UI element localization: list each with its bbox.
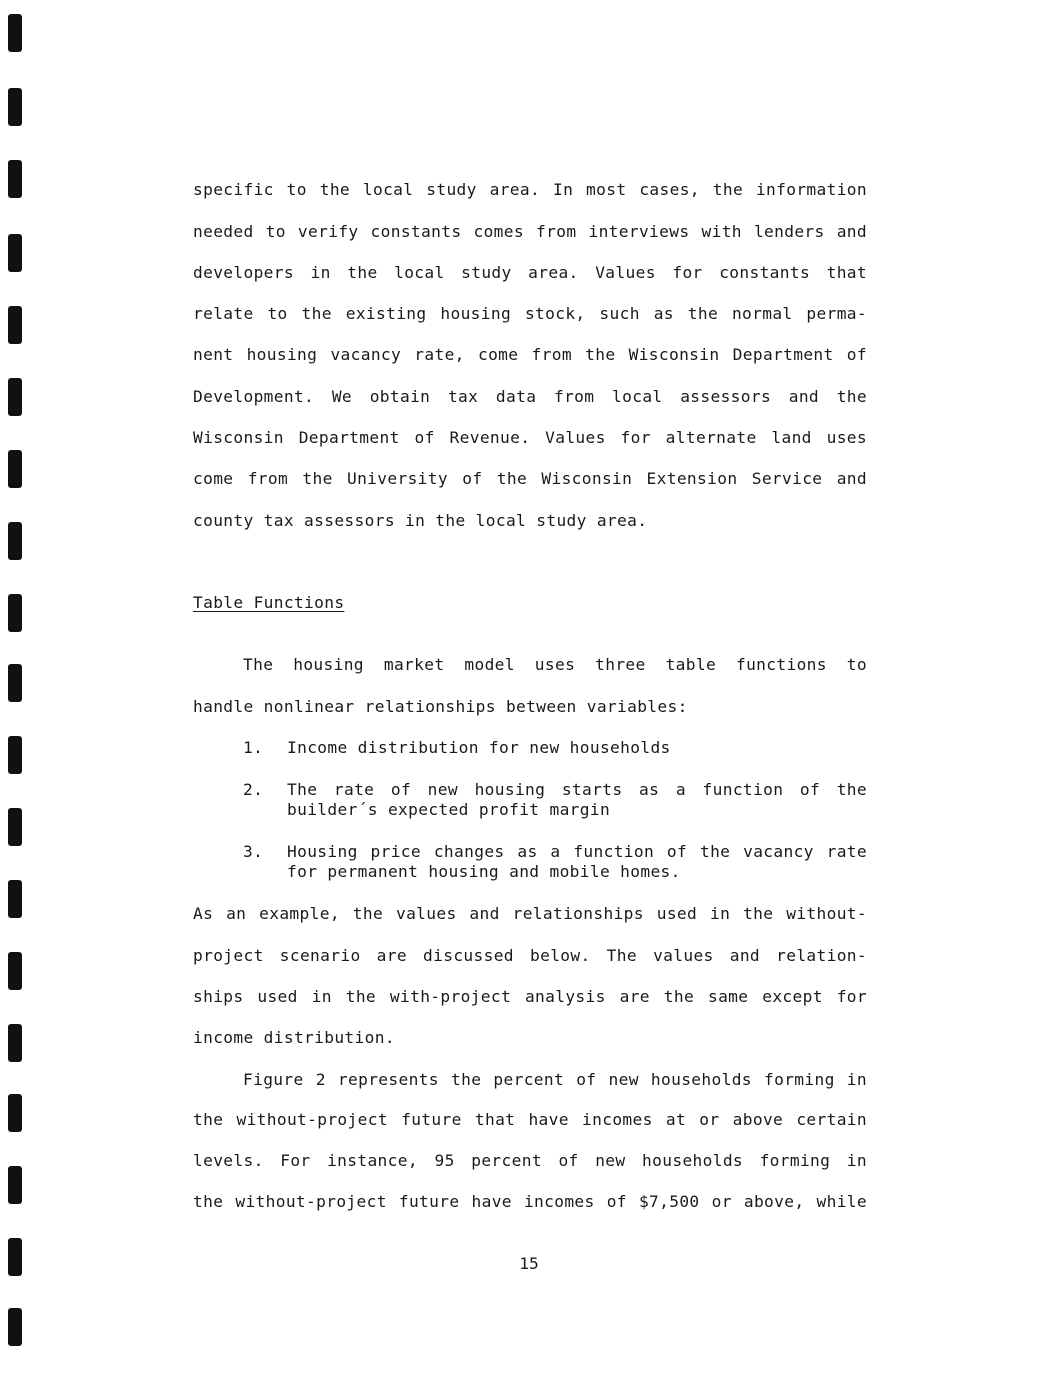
text-line: the without-project future that have incomes at or above certain xyxy=(193,1110,867,1129)
text-line: The housing market model uses three table functions to xyxy=(243,655,867,674)
text-line: ships used in the with-project analysis are the same except for xyxy=(193,987,867,1006)
text-line: relate to the existing housing stock, such as the normal perma- xyxy=(193,304,867,323)
punch-hole xyxy=(8,1166,22,1204)
text-line: levels. For instance, 95 percent of new households forming in xyxy=(193,1151,867,1170)
punch-hole xyxy=(8,594,22,632)
punch-hole xyxy=(8,88,22,126)
punch-hole xyxy=(8,880,22,918)
punch-hole xyxy=(8,1024,22,1062)
text-line: project scenario are discussed below. The values and relation- xyxy=(193,946,867,965)
punch-hole xyxy=(8,234,22,272)
punch-hole xyxy=(8,664,22,702)
punch-hole xyxy=(8,160,22,198)
text-line: nent housing vacancy rate, come from the Wisconsin Department of xyxy=(193,345,867,364)
text-line: Wisconsin Department of Revenue. Values for alternate land uses xyxy=(193,428,867,447)
list-item-number: 2. xyxy=(243,780,264,799)
list-item-text: Housing price changes as a function of the vacancy rate xyxy=(287,842,867,861)
page-number: 15 xyxy=(519,1254,539,1273)
text-line: handle nonlinear relationships between variables: xyxy=(193,697,688,716)
punch-hole xyxy=(8,522,22,560)
punch-hole xyxy=(8,378,22,416)
punch-hole xyxy=(8,808,22,846)
punch-hole xyxy=(8,952,22,990)
punch-hole xyxy=(8,736,22,774)
list-item-number: 3. xyxy=(243,842,264,861)
punch-hole xyxy=(8,306,22,344)
list-item-text: Income distribution for new households xyxy=(287,738,671,757)
list-item-text: for permanent housing and mobile homes. xyxy=(287,862,681,881)
punch-hole xyxy=(8,1094,22,1132)
list-item-number: 1. xyxy=(243,738,264,757)
text-line: come from the University of the Wisconsin Extension Service and xyxy=(193,469,867,488)
list-item-text: builder´s expected profit margin xyxy=(287,800,611,819)
text-line: As an example, the values and relationships used in the without- xyxy=(193,904,867,923)
text-line: Figure 2 represents the percent of new households forming in xyxy=(243,1070,867,1089)
punch-hole xyxy=(8,450,22,488)
text-line: the without-project future have incomes of $7,500 or above, while xyxy=(193,1192,867,1211)
text-line: specific to the local study area. In most cases, the information xyxy=(193,180,867,199)
punch-hole xyxy=(8,14,22,52)
list-item-text: The rate of new housing starts as a function of the xyxy=(287,780,867,799)
text-line: income distribution. xyxy=(193,1028,395,1047)
text-line: developers in the local study area. Values for constants that xyxy=(193,263,867,282)
text-line: county tax assessors in the local study area. xyxy=(193,511,648,530)
text-line: needed to verify constants comes from interviews with lenders and xyxy=(193,222,867,241)
section-heading: Table Functions xyxy=(193,593,345,612)
text-line: Development. We obtain tax data from local assessors and the xyxy=(193,387,867,406)
punch-hole xyxy=(8,1308,22,1346)
